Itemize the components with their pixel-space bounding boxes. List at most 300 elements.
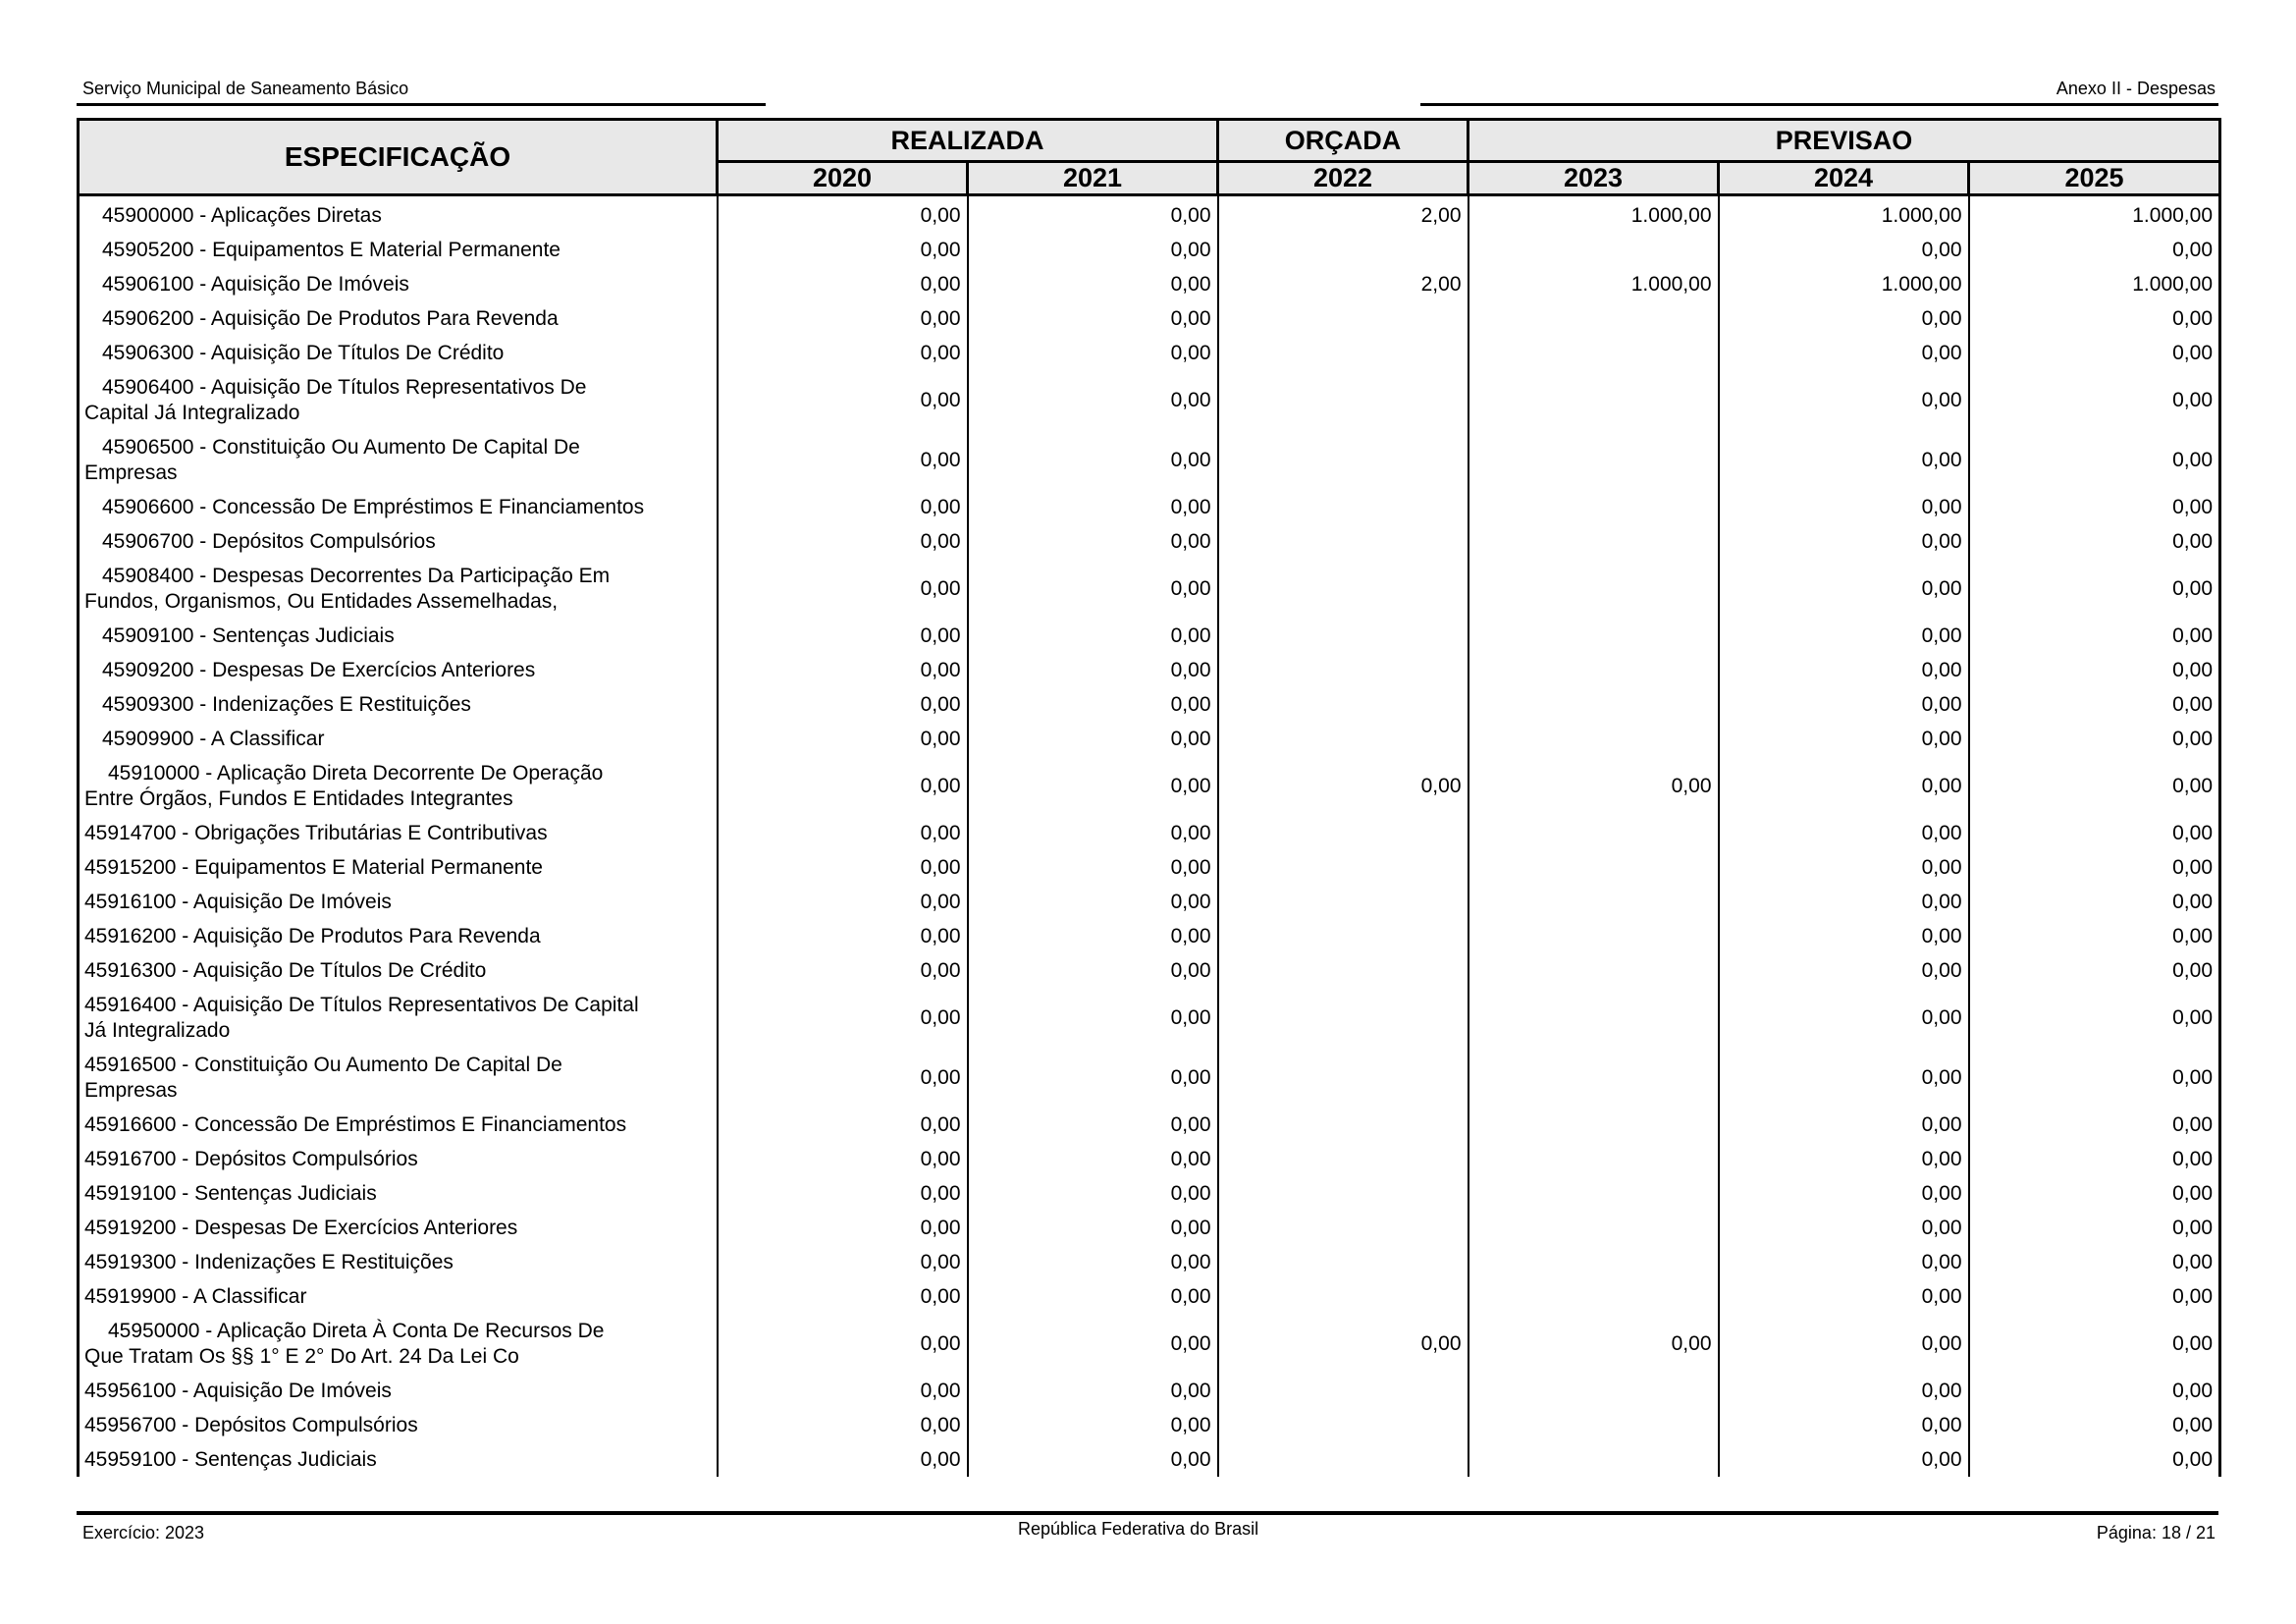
table-row xyxy=(79,988,2220,1048)
value-cell-2023 xyxy=(1468,524,1719,559)
value-cell-2024: 0,00 xyxy=(1719,816,1969,850)
value-cell-2024: 0,00 xyxy=(1719,1176,1969,1211)
value-cell-2020: 0,00 xyxy=(718,195,968,234)
value-cell-2023 xyxy=(1468,490,1719,524)
row-specification xyxy=(79,1279,718,1314)
value-cell-2025: 0,00 xyxy=(1969,687,2220,722)
value-cell-2022 xyxy=(1218,919,1468,953)
row-specification xyxy=(79,988,718,1048)
value-cell-2021: 0,00 xyxy=(968,1442,1218,1477)
value-cell-2024: 0,00 xyxy=(1719,919,1969,953)
value-cell-2022 xyxy=(1218,1408,1468,1442)
row-label: 45906400 - Aquisição De Títulos Representativos De xyxy=(102,375,587,399)
row-label: 45908400 - Despesas Decorrentes Da Participação Em xyxy=(102,564,611,587)
value-cell-2020: 0,00 xyxy=(718,885,968,919)
value-cell-2022 xyxy=(1218,1442,1468,1477)
table-row xyxy=(79,850,2220,885)
fiscal-year: Exercício: 2023 xyxy=(82,1523,205,1543)
value-cell-2020: 0,00 xyxy=(718,850,968,885)
row-label: 45909200 - Despesas De Exercícios Anteriores xyxy=(102,658,536,681)
row-label-continuation: Capital Já Integralizado xyxy=(84,401,300,424)
page-number: Página: 18 / 21 xyxy=(2096,1523,2216,1543)
row-specification xyxy=(79,687,718,722)
annex-title: Anexo II - Despesas xyxy=(2056,79,2216,98)
value-cell-2023 xyxy=(1468,816,1719,850)
value-cell-2023 xyxy=(1468,1408,1719,1442)
row-label: 45906500 - Constituição Ou Aumento De Capital De xyxy=(102,435,580,459)
table-row xyxy=(79,919,2220,953)
row-label: 45956100 - Aquisição De Imóveis xyxy=(84,1379,392,1402)
value-cell-2024: 0,00 xyxy=(1719,1374,1969,1408)
value-cell-2024: 0,00 xyxy=(1719,722,1969,756)
spec-column-header: ESPECIFICAÇÃO xyxy=(79,120,718,195)
value-cell-2022: 0,00 xyxy=(1218,1314,1468,1374)
value-cell-2021: 0,00 xyxy=(968,524,1218,559)
value-cell-2023 xyxy=(1468,919,1719,953)
table-row xyxy=(79,430,2220,490)
value-cell-2023 xyxy=(1468,619,1719,653)
value-cell-2024: 1.000,00 xyxy=(1719,267,1969,301)
value-cell-2022 xyxy=(1218,816,1468,850)
row-specification xyxy=(79,301,718,336)
value-cell-2022 xyxy=(1218,524,1468,559)
value-cell-2022 xyxy=(1218,988,1468,1048)
row-label-continuation: Entre Órgãos, Fundos E Entidades Integrantes xyxy=(84,786,513,810)
value-cell-2020: 0,00 xyxy=(718,524,968,559)
row-label: 45914700 - Obrigações Tributárias E Contributivas xyxy=(84,821,548,844)
value-cell-2024: 0,00 xyxy=(1719,687,1969,722)
table-row xyxy=(79,1048,2220,1108)
value-cell-2023 xyxy=(1468,653,1719,687)
value-cell-2020: 0,00 xyxy=(718,1279,968,1314)
value-cell-2021: 0,00 xyxy=(968,301,1218,336)
table-row xyxy=(79,885,2220,919)
value-cell-2020: 0,00 xyxy=(718,1408,968,1442)
row-label: 45915200 - Equipamentos E Material Permanente xyxy=(84,855,543,879)
value-cell-2025: 0,00 xyxy=(1969,816,2220,850)
row-specification xyxy=(79,1142,718,1176)
value-cell-2021: 0,00 xyxy=(968,1408,1218,1442)
value-cell-2025: 1.000,00 xyxy=(1969,267,2220,301)
row-label-continuation: Empresas xyxy=(84,460,178,484)
row-label: 45909900 - A Classificar xyxy=(102,727,325,750)
value-cell-2025: 1.000,00 xyxy=(1969,195,2220,234)
table-row xyxy=(79,370,2220,430)
row-label-continuation: Empresas xyxy=(84,1078,178,1102)
row-specification xyxy=(79,1211,718,1245)
value-cell-2021: 0,00 xyxy=(968,1279,1218,1314)
value-cell-2021: 0,00 xyxy=(968,919,1218,953)
row-label: 45919200 - Despesas De Exercícios Anteriores xyxy=(84,1216,518,1239)
value-cell-2024: 0,00 xyxy=(1719,490,1969,524)
row-specification xyxy=(79,1048,718,1108)
row-label: 45916700 - Depósitos Compulsórios xyxy=(84,1147,418,1170)
value-cell-2024: 0,00 xyxy=(1719,850,1969,885)
value-cell-2023 xyxy=(1468,1176,1719,1211)
value-cell-2022: 0,00 xyxy=(1218,756,1468,816)
value-cell-2021: 0,00 xyxy=(968,1048,1218,1108)
value-cell-2024: 0,00 xyxy=(1719,430,1969,490)
value-cell-2023 xyxy=(1468,988,1719,1048)
value-cell-2025: 0,00 xyxy=(1969,850,2220,885)
value-cell-2022 xyxy=(1218,885,1468,919)
value-cell-2023 xyxy=(1468,301,1719,336)
value-cell-2023: 1.000,00 xyxy=(1468,267,1719,301)
row-label: 45959100 - Sentenças Judiciais xyxy=(84,1447,377,1471)
row-specification xyxy=(79,559,718,619)
value-cell-2024: 0,00 xyxy=(1719,233,1969,267)
country-name: República Federativa do Brasil xyxy=(1018,1519,1259,1539)
value-cell-2020: 0,00 xyxy=(718,430,968,490)
value-cell-2025: 0,00 xyxy=(1969,233,2220,267)
row-specification xyxy=(79,850,718,885)
value-cell-2023: 0,00 xyxy=(1468,1314,1719,1374)
value-cell-2020: 0,00 xyxy=(718,816,968,850)
row-label: 45956700 - Depósitos Compulsórios xyxy=(84,1413,418,1436)
value-cell-2021: 0,00 xyxy=(968,559,1218,619)
value-cell-2022 xyxy=(1218,301,1468,336)
value-cell-2024: 0,00 xyxy=(1719,885,1969,919)
header-rule-right xyxy=(1420,103,2218,106)
row-label: 45906300 - Aquisição De Títulos De Crédito xyxy=(102,341,505,364)
table-row xyxy=(79,195,2220,234)
table-row xyxy=(79,524,2220,559)
row-label: 45910000 - Aplicação Direta Decorrente De Operação xyxy=(108,761,604,785)
row-specification xyxy=(79,816,718,850)
row-specification xyxy=(79,1314,718,1374)
table-row xyxy=(79,1142,2220,1176)
value-cell-2024: 0,00 xyxy=(1719,1314,1969,1374)
value-cell-2022 xyxy=(1218,490,1468,524)
organization-name: Serviço Municipal de Saneamento Básico xyxy=(82,79,409,98)
value-cell-2024: 0,00 xyxy=(1719,1442,1969,1477)
value-cell-2025: 0,00 xyxy=(1969,619,2220,653)
value-cell-2021: 0,00 xyxy=(968,1374,1218,1408)
row-specification xyxy=(79,524,718,559)
table-row xyxy=(79,233,2220,267)
value-cell-2025: 0,00 xyxy=(1969,301,2220,336)
year-header-2021: 2021 xyxy=(968,162,1218,195)
row-label: 45906700 - Depósitos Compulsórios xyxy=(102,529,436,553)
value-cell-2023 xyxy=(1468,370,1719,430)
value-cell-2021: 0,00 xyxy=(968,953,1218,988)
row-specification xyxy=(79,1408,718,1442)
group-header-orcada: ORÇADA xyxy=(1218,120,1468,162)
value-cell-2025: 0,00 xyxy=(1969,1279,2220,1314)
row-specification xyxy=(79,430,718,490)
value-cell-2022 xyxy=(1218,1211,1468,1245)
value-cell-2025: 0,00 xyxy=(1969,953,2220,988)
value-cell-2025: 0,00 xyxy=(1969,1374,2220,1408)
value-cell-2025: 0,00 xyxy=(1969,1408,2220,1442)
value-cell-2022 xyxy=(1218,1108,1468,1142)
value-cell-2025: 0,00 xyxy=(1969,336,2220,370)
value-cell-2024: 0,00 xyxy=(1719,1279,1969,1314)
row-label: 45906600 - Concessão De Empréstimos E Financiamentos xyxy=(102,495,645,518)
value-cell-2022 xyxy=(1218,1279,1468,1314)
row-label: 45919100 - Sentenças Judiciais xyxy=(84,1181,377,1205)
table-row xyxy=(79,336,2220,370)
value-cell-2025: 0,00 xyxy=(1969,653,2220,687)
table-row xyxy=(79,1245,2220,1279)
value-cell-2021: 0,00 xyxy=(968,490,1218,524)
value-cell-2020: 0,00 xyxy=(718,653,968,687)
row-label: 45905200 - Equipamentos E Material Permanente xyxy=(102,238,561,261)
table-row xyxy=(79,1279,2220,1314)
row-label: 45919900 - A Classificar xyxy=(84,1284,307,1308)
value-cell-2021: 0,00 xyxy=(968,430,1218,490)
table-row xyxy=(79,1374,2220,1408)
value-cell-2021: 0,00 xyxy=(968,233,1218,267)
value-cell-2022 xyxy=(1218,687,1468,722)
value-cell-2021: 0,00 xyxy=(968,687,1218,722)
value-cell-2023 xyxy=(1468,233,1719,267)
value-cell-2024: 0,00 xyxy=(1719,756,1969,816)
value-cell-2020: 0,00 xyxy=(718,559,968,619)
row-label-continuation: Fundos, Organismos, Ou Entidades Assemelhadas, xyxy=(84,589,559,613)
value-cell-2021: 0,00 xyxy=(968,756,1218,816)
value-cell-2022 xyxy=(1218,430,1468,490)
value-cell-2021: 0,00 xyxy=(968,816,1218,850)
value-cell-2022 xyxy=(1218,233,1468,267)
table-row xyxy=(79,687,2220,722)
group-header-realizada: REALIZADA xyxy=(718,120,1218,162)
table-row xyxy=(79,267,2220,301)
row-label: 45909300 - Indenizações E Restituições xyxy=(102,692,471,716)
value-cell-2025: 0,00 xyxy=(1969,1048,2220,1108)
value-cell-2025: 0,00 xyxy=(1969,1211,2220,1245)
value-cell-2024: 0,00 xyxy=(1719,1142,1969,1176)
table-row xyxy=(79,1211,2220,1245)
value-cell-2023 xyxy=(1468,687,1719,722)
value-cell-2021: 0,00 xyxy=(968,988,1218,1048)
value-cell-2022 xyxy=(1218,953,1468,988)
row-label: 45916300 - Aquisição De Títulos De Crédito xyxy=(84,958,487,982)
value-cell-2020: 0,00 xyxy=(718,490,968,524)
value-cell-2025: 0,00 xyxy=(1969,1108,2220,1142)
value-cell-2024: 0,00 xyxy=(1719,953,1969,988)
table-row xyxy=(79,1442,2220,1477)
value-cell-2021: 0,00 xyxy=(968,1142,1218,1176)
value-cell-2023 xyxy=(1468,722,1719,756)
value-cell-2023 xyxy=(1468,1211,1719,1245)
value-cell-2020: 0,00 xyxy=(718,370,968,430)
table-row xyxy=(79,756,2220,816)
value-cell-2022 xyxy=(1218,559,1468,619)
value-cell-2022 xyxy=(1218,1374,1468,1408)
value-cell-2024: 0,00 xyxy=(1719,559,1969,619)
row-label-continuation: Já Integralizado xyxy=(84,1018,231,1042)
row-specification xyxy=(79,919,718,953)
value-cell-2021: 0,00 xyxy=(968,1176,1218,1211)
value-cell-2020: 0,00 xyxy=(718,919,968,953)
value-cell-2024: 0,00 xyxy=(1719,653,1969,687)
row-specification xyxy=(79,336,718,370)
table-row xyxy=(79,722,2220,756)
value-cell-2024: 0,00 xyxy=(1719,619,1969,653)
row-specification xyxy=(79,267,718,301)
value-cell-2024: 0,00 xyxy=(1719,301,1969,336)
value-cell-2024: 1.000,00 xyxy=(1719,195,1969,234)
value-cell-2025: 0,00 xyxy=(1969,430,2220,490)
value-cell-2021: 0,00 xyxy=(968,850,1218,885)
value-cell-2021: 0,00 xyxy=(968,370,1218,430)
row-label: 45916500 - Constituição Ou Aumento De Capital De xyxy=(84,1053,562,1076)
row-label: 45906100 - Aquisição De Imóveis xyxy=(102,272,409,296)
value-cell-2021: 0,00 xyxy=(968,1314,1218,1374)
row-label-continuation: Que Tratam Os §§ 1° E 2° Do Art. 24 Da Lei Co xyxy=(84,1344,519,1368)
value-cell-2020: 0,00 xyxy=(718,1374,968,1408)
value-cell-2024: 0,00 xyxy=(1719,1408,1969,1442)
value-cell-2021: 0,00 xyxy=(968,619,1218,653)
value-cell-2023 xyxy=(1468,953,1719,988)
value-cell-2025: 0,00 xyxy=(1969,1245,2220,1279)
value-cell-2022 xyxy=(1218,370,1468,430)
value-cell-2020: 0,00 xyxy=(718,619,968,653)
value-cell-2025: 0,00 xyxy=(1969,370,2220,430)
row-specification xyxy=(79,722,718,756)
value-cell-2025: 0,00 xyxy=(1969,885,2220,919)
row-specification xyxy=(79,490,718,524)
value-cell-2023 xyxy=(1468,885,1719,919)
value-cell-2023 xyxy=(1468,1108,1719,1142)
table-row xyxy=(79,559,2220,619)
row-label: 45916200 - Aquisição De Produtos Para Revenda xyxy=(84,924,541,947)
year-header-2023: 2023 xyxy=(1468,162,1719,195)
value-cell-2020: 0,00 xyxy=(718,953,968,988)
value-cell-2023 xyxy=(1468,1142,1719,1176)
value-cell-2020: 0,00 xyxy=(718,301,968,336)
value-cell-2020: 0,00 xyxy=(718,1176,968,1211)
value-cell-2021: 0,00 xyxy=(968,653,1218,687)
table-row xyxy=(79,653,2220,687)
value-cell-2025: 0,00 xyxy=(1969,1176,2220,1211)
value-cell-2023 xyxy=(1468,1279,1719,1314)
value-cell-2025: 0,00 xyxy=(1969,490,2220,524)
value-cell-2023 xyxy=(1468,1245,1719,1279)
value-cell-2025: 0,00 xyxy=(1969,988,2220,1048)
value-cell-2022 xyxy=(1218,1142,1468,1176)
row-label: 45950000 - Aplicação Direta À Conta De Recursos De xyxy=(108,1319,605,1342)
value-cell-2021: 0,00 xyxy=(968,267,1218,301)
row-specification xyxy=(79,653,718,687)
value-cell-2020: 0,00 xyxy=(718,233,968,267)
table-body xyxy=(79,195,2220,1478)
expenses-table xyxy=(77,118,2221,1477)
value-cell-2020: 0,00 xyxy=(718,1108,968,1142)
value-cell-2023 xyxy=(1468,1442,1719,1477)
row-specification xyxy=(79,1442,718,1477)
value-cell-2022 xyxy=(1218,850,1468,885)
value-cell-2020: 0,00 xyxy=(718,1245,968,1279)
table-row xyxy=(79,1176,2220,1211)
value-cell-2020: 0,00 xyxy=(718,756,968,816)
table-row xyxy=(79,953,2220,988)
value-cell-2025: 0,00 xyxy=(1969,559,2220,619)
value-cell-2024: 0,00 xyxy=(1719,1211,1969,1245)
value-cell-2020: 0,00 xyxy=(718,722,968,756)
table-row xyxy=(79,1408,2220,1442)
value-cell-2025: 0,00 xyxy=(1969,919,2220,953)
value-cell-2024: 0,00 xyxy=(1719,1048,1969,1108)
value-cell-2022: 2,00 xyxy=(1218,267,1468,301)
value-cell-2021: 0,00 xyxy=(968,1245,1218,1279)
year-header-2024: 2024 xyxy=(1719,162,1969,195)
value-cell-2023 xyxy=(1468,850,1719,885)
table-row xyxy=(79,1314,2220,1374)
value-cell-2021: 0,00 xyxy=(968,1211,1218,1245)
row-label: 45916400 - Aquisição De Títulos Representativos De Capital xyxy=(84,993,639,1016)
table-row xyxy=(79,1108,2220,1142)
value-cell-2024: 0,00 xyxy=(1719,1108,1969,1142)
row-specification xyxy=(79,953,718,988)
value-cell-2020: 0,00 xyxy=(718,1314,968,1374)
value-cell-2024: 0,00 xyxy=(1719,1245,1969,1279)
value-cell-2025: 0,00 xyxy=(1969,722,2220,756)
row-specification xyxy=(79,1108,718,1142)
value-cell-2020: 0,00 xyxy=(718,267,968,301)
header-rule-left xyxy=(77,103,766,106)
footer-rule xyxy=(77,1511,2218,1515)
row-specification xyxy=(79,1245,718,1279)
value-cell-2025: 0,00 xyxy=(1969,756,2220,816)
row-specification xyxy=(79,756,718,816)
value-cell-2022: 2,00 xyxy=(1218,195,1468,234)
row-label: 45906200 - Aquisição De Produtos Para Revenda xyxy=(102,306,559,330)
table-row xyxy=(79,619,2220,653)
value-cell-2020: 0,00 xyxy=(718,1211,968,1245)
year-header-2020: 2020 xyxy=(718,162,968,195)
value-cell-2025: 0,00 xyxy=(1969,1442,2220,1477)
year-header-2022: 2022 xyxy=(1218,162,1468,195)
table-row xyxy=(79,816,2220,850)
value-cell-2021: 0,00 xyxy=(968,195,1218,234)
value-cell-2020: 0,00 xyxy=(718,336,968,370)
row-specification xyxy=(79,195,718,234)
year-header-2025: 2025 xyxy=(1969,162,2220,195)
value-cell-2021: 0,00 xyxy=(968,722,1218,756)
value-cell-2024: 0,00 xyxy=(1719,336,1969,370)
table-row xyxy=(79,490,2220,524)
table-row xyxy=(79,301,2220,336)
value-cell-2020: 0,00 xyxy=(718,1142,968,1176)
value-cell-2022 xyxy=(1218,1176,1468,1211)
value-cell-2021: 0,00 xyxy=(968,336,1218,370)
row-specification xyxy=(79,1374,718,1408)
value-cell-2023 xyxy=(1468,336,1719,370)
value-cell-2022 xyxy=(1218,722,1468,756)
value-cell-2023 xyxy=(1468,430,1719,490)
value-cell-2022 xyxy=(1218,1048,1468,1108)
group-header-previsao: PREVISAO xyxy=(1468,120,2220,162)
value-cell-2021: 0,00 xyxy=(968,1108,1218,1142)
value-cell-2020: 0,00 xyxy=(718,1442,968,1477)
value-cell-2025: 0,00 xyxy=(1969,1142,2220,1176)
value-cell-2023 xyxy=(1468,1048,1719,1108)
value-cell-2023 xyxy=(1468,559,1719,619)
value-cell-2020: 0,00 xyxy=(718,1048,968,1108)
row-label: 45919300 - Indenizações E Restituições xyxy=(84,1250,454,1273)
value-cell-2024: 0,00 xyxy=(1719,370,1969,430)
row-specification xyxy=(79,619,718,653)
value-cell-2024: 0,00 xyxy=(1719,524,1969,559)
row-specification xyxy=(79,1176,718,1211)
value-cell-2021: 0,00 xyxy=(968,885,1218,919)
row-label: 45900000 - Aplicações Diretas xyxy=(102,203,382,227)
table-header xyxy=(79,120,2220,195)
value-cell-2023: 0,00 xyxy=(1468,756,1719,816)
value-cell-2025: 0,00 xyxy=(1969,1314,2220,1374)
